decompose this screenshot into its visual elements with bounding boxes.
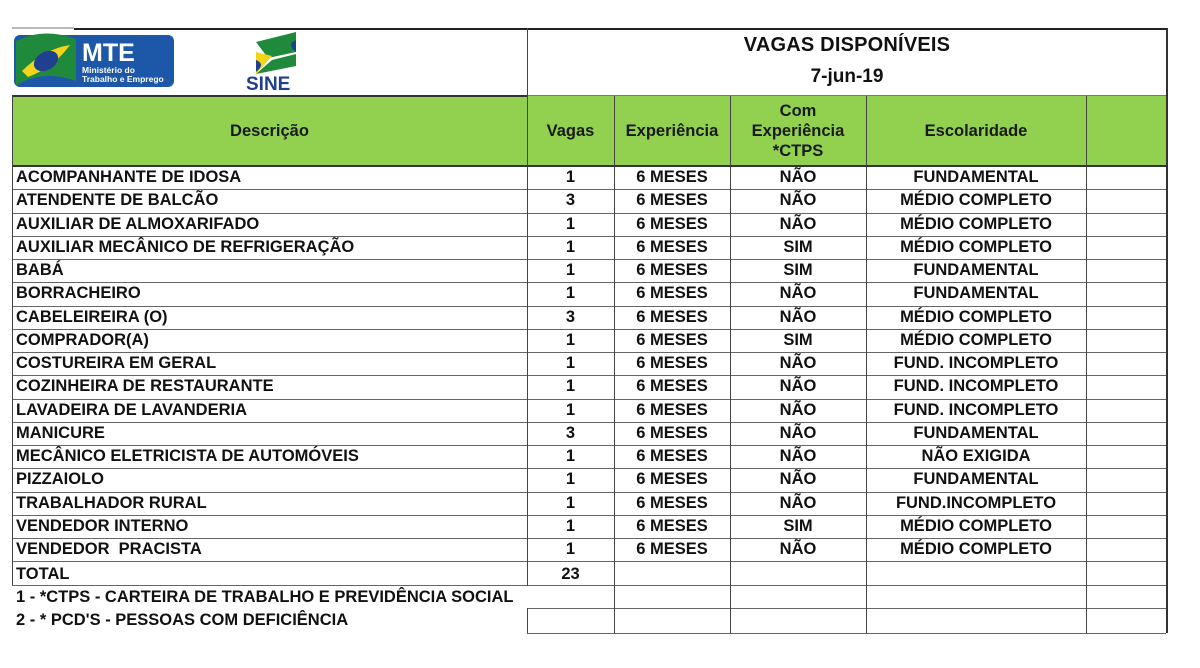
cell-com-experiencia-ctps: SIM xyxy=(783,516,813,535)
cell-experiencia: 6 MESES xyxy=(636,168,708,186)
cell-descricao: VENDEDOR PRACISTA xyxy=(16,540,202,558)
cell-com-experiencia-ctps: SIM xyxy=(783,261,813,279)
grid-line-horizontal xyxy=(12,282,1166,283)
cell-com-experiencia-ctps: NÃO xyxy=(779,168,817,186)
cell-escolaridade: MÉDIO COMPLETO xyxy=(900,214,1052,233)
cell-descricao: TRABALHADOR RURAL xyxy=(16,493,207,512)
cell-escolaridade: MÉDIO COMPLETO xyxy=(900,330,1052,349)
cell-experiencia: 6 MESES xyxy=(636,377,708,396)
grid-line-horizontal xyxy=(527,95,1167,96)
column-header-line: Com xyxy=(779,102,817,120)
cell-experiencia: 6 MESES xyxy=(636,191,708,210)
cell-descricao: MECÂNICO ELETRICISTA DE AUTOMÓVEIS xyxy=(16,447,359,465)
total-label: TOTAL xyxy=(16,565,70,583)
column-header-vagas: Vagas xyxy=(546,122,595,140)
cell-descricao: BABÁ xyxy=(16,261,64,279)
cell-vagas: 1 xyxy=(565,261,576,279)
cell-experiencia: 6 MESES xyxy=(636,493,708,512)
sine-logo xyxy=(244,30,310,95)
total-vagas: 23 xyxy=(561,565,580,583)
cell-escolaridade: MÉDIO COMPLETO xyxy=(900,307,1052,326)
cell-experiencia: 6 MESES xyxy=(636,423,708,442)
grid-line-horizontal xyxy=(12,422,1166,423)
mte-logo xyxy=(14,31,174,89)
cell-com-experiencia-ctps: NÃO xyxy=(779,377,817,396)
grid-line-horizontal xyxy=(12,236,1166,237)
cell-descricao: BORRACHEIRO xyxy=(16,284,141,303)
cell-experiencia: 6 MESES xyxy=(636,237,708,256)
grid-line-horizontal xyxy=(12,213,1166,214)
cell-experiencia: 6 MESES xyxy=(636,447,708,465)
cell-com-experiencia-ctps: NÃO xyxy=(779,354,817,372)
cell-vagas: 3 xyxy=(565,423,576,442)
grid-line-vertical xyxy=(1166,28,1168,633)
cell-experiencia: 6 MESES xyxy=(636,470,708,489)
grid-line-horizontal xyxy=(74,28,1166,30)
cell-escolaridade: FUND. INCOMPLETO xyxy=(893,377,1059,396)
cell-descricao: ACOMPANHANTE DE IDOSA xyxy=(16,168,242,186)
cell-vagas: 1 xyxy=(565,168,576,186)
cell-escolaridade: MÉDIO COMPLETO xyxy=(900,237,1052,256)
grid-line-horizontal xyxy=(527,608,614,609)
column-header-line: *CTPS xyxy=(772,142,824,160)
cell-descricao: COMPRADOR(A) xyxy=(16,330,149,349)
grid-line-horizontal xyxy=(12,259,1166,260)
grid-line-vertical xyxy=(12,96,13,585)
svg-text:Ministério do: Ministério do xyxy=(82,65,135,75)
cell-experiencia: 6 MESES xyxy=(636,400,708,419)
cell-vagas: 1 xyxy=(565,237,576,256)
cell-escolaridade: FUND.INCOMPLETO xyxy=(895,493,1057,512)
cell-descricao: COZINHEIRA DE RESTAURANTE xyxy=(16,377,274,396)
cell-com-experiencia-ctps: SIM xyxy=(783,330,813,349)
report-date: 7-jun-19 xyxy=(810,66,884,87)
sine-logo-graphic xyxy=(244,30,310,95)
column-header-line: Experiência xyxy=(751,122,845,140)
grid-line-horizontal xyxy=(12,329,1166,330)
grid-line-vertical xyxy=(866,96,867,633)
footnote-pcd: 2 - * PCD'S - PESSOAS COM DEFICIÊNCIA xyxy=(16,611,349,629)
cell-com-experiencia-ctps: NÃO xyxy=(779,470,817,489)
page-title: VAGAS DISPONÍVEIS xyxy=(743,34,951,56)
cell-experiencia: 6 MESES xyxy=(636,261,708,279)
cell-vagas: 1 xyxy=(565,330,576,349)
cell-vagas: 1 xyxy=(565,284,576,303)
cell-com-experiencia-ctps: NÃO xyxy=(779,284,817,303)
cell-descricao: CABELEIREIRA (O) xyxy=(16,307,168,326)
column-header-escolaridade: Escolaridade xyxy=(924,122,1028,140)
grid-line-vertical xyxy=(614,96,615,633)
grid-line-horizontal xyxy=(12,468,1166,469)
grid-line-horizontal xyxy=(527,633,1166,634)
cell-vagas: 1 xyxy=(565,516,576,535)
grid-line-horizontal xyxy=(12,95,527,97)
cell-com-experiencia-ctps: NÃO xyxy=(779,447,817,465)
grid-line-horizontal xyxy=(12,306,1166,307)
grid-line-vertical xyxy=(1086,96,1087,633)
footnote-ctps: 1 - *CTPS - CARTEIRA DE TRABALHO E PREVIDÊNCIA SOCIAL xyxy=(16,588,514,606)
cell-descricao: AUXILIAR MECÂNICO DE REFRIGERAÇÃO xyxy=(16,237,355,256)
column-header-blank xyxy=(1086,96,1166,166)
grid-line-vertical xyxy=(730,96,731,633)
cell-vagas: 1 xyxy=(565,354,576,372)
cell-descricao: COSTUREIRA EM GERAL xyxy=(16,354,217,372)
grid-line-horizontal xyxy=(12,189,1166,190)
grid-line-horizontal xyxy=(12,585,1166,586)
cell-escolaridade: MÉDIO COMPLETO xyxy=(900,516,1052,535)
cell-descricao: AUXILIAR DE ALMOXARIFADO xyxy=(16,214,260,233)
cell-com-experiencia-ctps: NÃO xyxy=(779,493,817,512)
cell-descricao: ATENDENTE DE BALCÃO xyxy=(16,191,219,210)
cell-com-experiencia-ctps: NÃO xyxy=(779,214,817,233)
cell-descricao: MANICURE xyxy=(16,423,105,442)
grid-line-horizontal xyxy=(12,515,1166,516)
grid-line-horizontal xyxy=(12,375,1166,376)
svg-text:MTE: MTE xyxy=(82,39,135,67)
cell-escolaridade: MÉDIO COMPLETO xyxy=(900,191,1052,210)
cell-experiencia: 6 MESES xyxy=(636,330,708,349)
column-header-com-experiencia-ctps xyxy=(730,96,866,166)
grid-line-horizontal xyxy=(12,492,1166,493)
grid-line-vertical xyxy=(527,28,528,586)
cell-experiencia: 6 MESES xyxy=(636,307,708,326)
grid-line-horizontal xyxy=(12,538,1166,539)
cell-com-experiencia-ctps: NÃO xyxy=(779,423,817,442)
cell-experiencia: 6 MESES xyxy=(636,284,708,303)
cell-escolaridade: FUNDAMENTAL xyxy=(913,261,1039,279)
cell-descricao: VENDEDOR INTERNO xyxy=(16,516,189,535)
cell-escolaridade: FUND. INCOMPLETO xyxy=(893,400,1059,419)
grid-line-horizontal xyxy=(12,27,74,29)
cell-escolaridade: FUNDAMENTAL xyxy=(913,284,1039,303)
cell-escolaridade: NÃO EXIGIDA xyxy=(921,447,1031,465)
cell-escolaridade: MÉDIO COMPLETO xyxy=(900,540,1052,558)
grid-line-horizontal xyxy=(12,165,1166,167)
cell-escolaridade: FUND. INCOMPLETO xyxy=(893,354,1059,372)
grid-line-horizontal xyxy=(12,352,1166,353)
cell-vagas: 1 xyxy=(565,377,576,396)
cell-experiencia: 6 MESES xyxy=(636,540,708,558)
cell-vagas: 1 xyxy=(565,447,576,465)
mte-logo-graphic xyxy=(14,31,174,89)
cell-escolaridade: FUNDAMENTAL xyxy=(913,470,1039,489)
cell-vagas: 1 xyxy=(565,400,576,419)
grid-line-vertical xyxy=(527,608,528,633)
cell-descricao: PIZZAIOLO xyxy=(16,470,104,489)
column-header-descricao: Descrição xyxy=(230,122,309,140)
cell-vagas: 3 xyxy=(565,307,576,326)
column-header-experiencia: Experiência xyxy=(625,122,719,140)
svg-text:Trabalho e Emprego: Trabalho e Emprego xyxy=(82,74,164,84)
cell-com-experiencia-ctps: NÃO xyxy=(779,540,817,558)
grid-line-horizontal xyxy=(614,608,1166,609)
cell-vagas: 1 xyxy=(565,493,576,512)
grid-line-horizontal xyxy=(12,561,1166,562)
cell-com-experiencia-ctps: NÃO xyxy=(779,400,817,419)
cell-com-experiencia-ctps: SIM xyxy=(783,237,813,256)
cell-vagas: 1 xyxy=(565,214,576,233)
cell-descricao: LAVADEIRA DE LAVANDERIA xyxy=(16,400,247,419)
cell-vagas: 1 xyxy=(565,540,576,558)
cell-com-experiencia-ctps: NÃO xyxy=(779,191,817,210)
cell-experiencia: 6 MESES xyxy=(636,214,708,233)
svg-text:SINE: SINE xyxy=(246,74,291,95)
cell-experiencia: 6 MESES xyxy=(636,354,708,372)
cell-vagas: 3 xyxy=(565,191,576,210)
grid-line-horizontal xyxy=(12,399,1166,400)
cell-escolaridade: FUNDAMENTAL xyxy=(913,168,1039,186)
grid-line-horizontal xyxy=(12,445,1166,446)
cell-escolaridade: FUNDAMENTAL xyxy=(913,423,1039,442)
cell-vagas: 1 xyxy=(565,470,576,489)
cell-com-experiencia-ctps: NÃO xyxy=(779,307,817,326)
cell-experiencia: 6 MESES xyxy=(636,516,708,535)
